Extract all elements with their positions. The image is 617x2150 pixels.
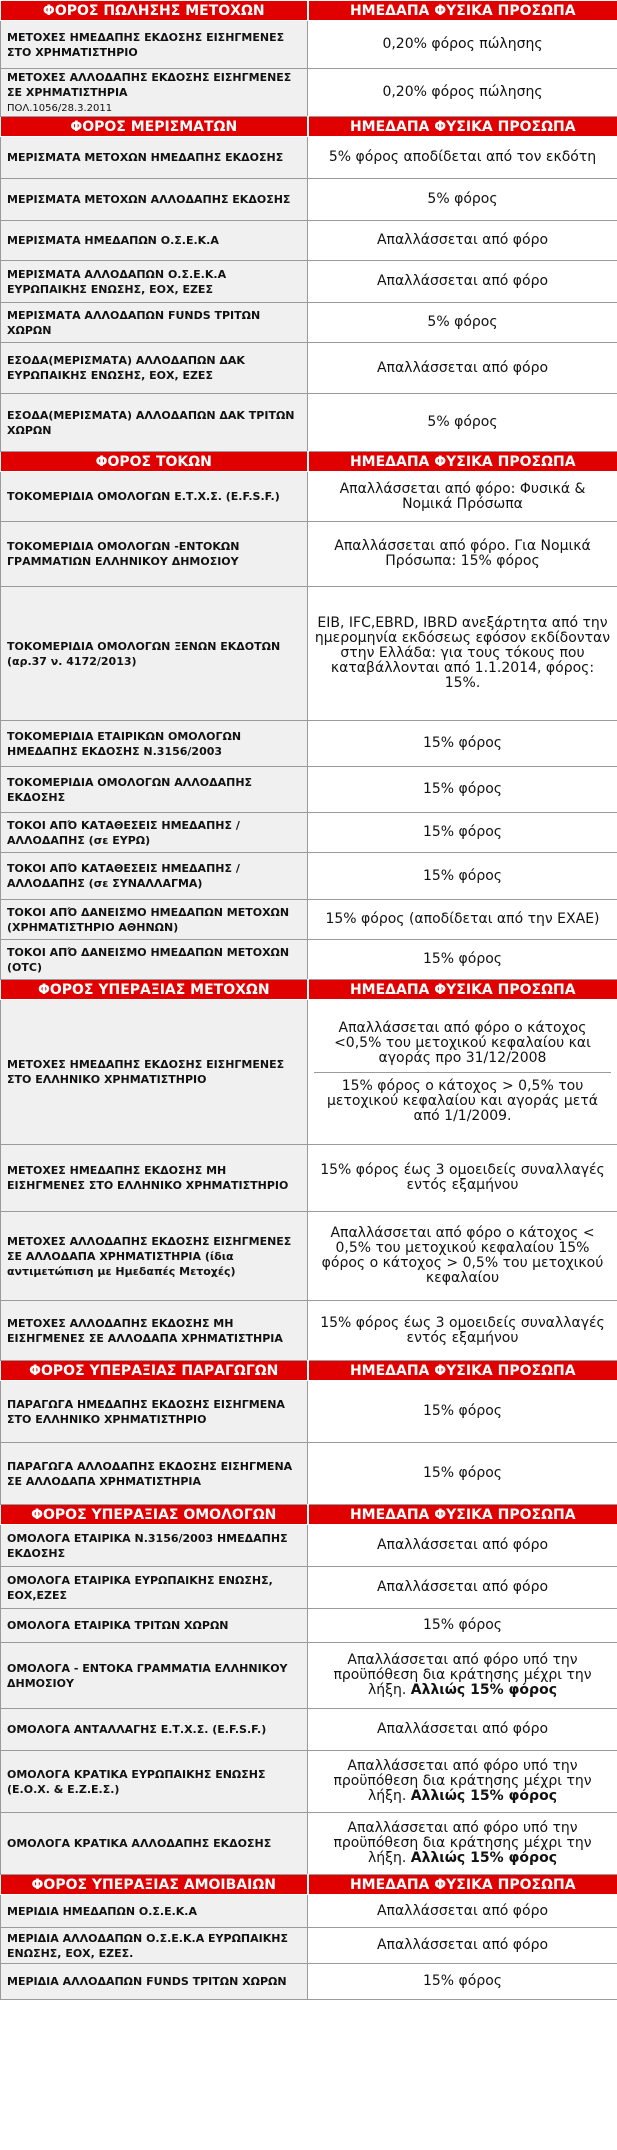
table-row <box>1 1443 617 1505</box>
row-label-text: ΟΜΟΛΟΓΑ ΕΤΑΙΡΙΚΑ ΤΡΙΤΩΝ ΧΩΡΩΝ <box>7 1619 229 1632</box>
table-row <box>1 472 617 522</box>
row-label <box>1 1301 308 1361</box>
row-value-text: 15% φόρος (αποδίδεται από την ΕΧΑΕ) <box>325 911 600 927</box>
table-row <box>1 1709 617 1751</box>
table-row <box>1 1567 617 1609</box>
row-label-text: ΤΟΚΟΙ ΑΠΌ ΚΑΤΑΘΕΣΕΙΣ ΗΜΕΔΑΠΗΣ / ΑΛΛΟΔΑΠΗΣ (σε ΕΥΡΩ) <box>7 818 240 847</box>
section-column-header: ΗΜΕΔΑΠΑ ΦΥΣΙΚΑ ΠΡΟΣΩΠΑ <box>308 1 617 21</box>
tax-table-body <box>1 1 617 2000</box>
row-value <box>308 1643 617 1709</box>
section-column-header: ΗΜΕΔΑΠΑ ΦΥΣΙΚΑ ΠΡΟΣΩΠΑ <box>308 980 617 1000</box>
row-value-text: 15% φόρος <box>422 867 503 884</box>
row-label-text: ΜΕΡΙΣΜΑΤΑ ΜΕΤΟΧΩΝ ΗΜΕΔΑΠΗΣ ΕΚΔΟΣΗΣ <box>7 151 284 164</box>
table-row <box>1 261 617 303</box>
row-value-text: 15% φόρος <box>422 824 503 840</box>
section-column-header: ΗΜΕΔΑΠΑ ΦΥΣΙΚΑ ΠΡΟΣΩΠΑ <box>308 1361 617 1381</box>
row-label <box>1 69 308 117</box>
row-value-text: Απαλλάσσεται από φόρο <box>376 1902 549 1919</box>
row-label <box>1 813 308 853</box>
table-row <box>1 587 617 721</box>
section-column-header: ΗΜΕΔΑΠΑ ΦΥΣΙΚΑ ΠΡΟΣΩΠΑ <box>308 117 617 137</box>
row-value <box>308 1301 617 1361</box>
row-value <box>308 900 617 940</box>
row-value-emphasis: Αλλιώς 15% φόρος <box>410 1788 557 1804</box>
table-row <box>1 721 617 767</box>
row-label-text: ΜΕΡΙΔΙΑ ΗΜΕΔΑΠΩΝ Ο.Σ.Ε.Κ.Α <box>7 1904 197 1918</box>
row-label-text: ΤΟΚΟΜΕΡΙΔΙΑ ΕΤΑΙΡΙΚΩΝ ΟΜΟΛΟΓΩΝ ΗΜΕΔΑΠΗΣ ΕΚΔΟΣΗΣ Ν.3156/2003 <box>7 729 242 758</box>
row-label <box>1 1443 308 1505</box>
row-label-text: ΟΜΟΛΟΓΑ ΕΤΑΙΡΙΚΑ ΕΥΡΩΠΑΙΚΗΣ ΕΝΩΣΗΣ, ΕΟΧ,ΕΖΕΣ <box>7 1573 273 1602</box>
table-row <box>1 900 617 940</box>
row-value-text: 15% φόρος <box>422 1617 503 1633</box>
row-label-text: ΟΜΟΛΟΓΑ - ΕΝΤΟΚΑ ΓΡΑΜΜΑΤΙΑ ΕΛΛΗΝΙΚΟΥ ΔΗΜΟΣΙΟΥ <box>7 1661 288 1690</box>
section-title: ΦΟΡΟΣ ΥΠΕΡΑΞΙΑΣ ΟΜΟΛΟΓΩΝ <box>1 1505 308 1525</box>
table-row <box>1 179 617 221</box>
table-row <box>1 813 617 853</box>
table-row <box>1 1928 617 1964</box>
row-value <box>308 767 617 813</box>
table-row <box>1 1525 617 1567</box>
row-label-text: ΜΕΤΟΧΕΣ ΑΛΛΟΔΑΠΗΣ ΕΚΔΟΣΗΣ ΕΙΣΗΓΜΕΝΕΣ ΣΕ ΧΡΗΜΑΤΙΣΤΗΡΙΑ <box>7 70 292 99</box>
row-label <box>1 261 308 303</box>
row-value <box>308 472 617 522</box>
row-value-text: 5% φόρος <box>427 314 498 330</box>
row-label <box>1 1928 308 1964</box>
section-title: ΦΟΡΟΣ ΠΩΛΗΣΗΣ ΜΕΤΟΧΩΝ <box>1 1 308 21</box>
row-value-text: Απαλλάσσεται από φόρο <box>376 1721 549 1737</box>
section-title: ΦΟΡΟΣ ΤΟΚΩΝ <box>1 452 308 472</box>
row-label-text: ΤΟΚΟΜΕΡΙΔΙΑ ΟΜΟΛΟΓΩΝ -ΕΝΤΟΚΩΝ ΓΡΑΜΜΑΤΙΩΝ ΕΛΛΗΝΙΚΟΥ ΔΗΜΟΣΙΟΥ <box>7 540 240 568</box>
section-column-header: ΗΜΕΔΑΠΑ ΦΥΣΙΚΑ ΠΡΟΣΩΠΑ <box>308 1875 617 1895</box>
row-label-text: ΠΑΡΑΓΩΓΑ ΗΜΕΔΑΠΗΣ ΕΚΔΟΣΗΣ ΕΙΣΗΓΜΕΝΑ ΣΤΟ ΕΛΛΗΝΙΚΟ ΧΡΗΜΑΤΙΣΤΗΡΙΟ <box>7 1397 285 1426</box>
table-row <box>1 1381 617 1443</box>
row-value <box>308 1928 617 1964</box>
table-row <box>1 303 617 343</box>
row-label-text: ΜΕΡΙΣΜΑΤΑ ΗΜΕΔΑΠΩΝ Ο.Σ.Ε.Κ.Α <box>7 234 219 247</box>
row-value-text: 5% φόρος <box>427 414 498 430</box>
row-label <box>1 1813 308 1875</box>
row-value <box>308 69 617 117</box>
row-value-text: Απαλλάσσεται από φόρο. Για Νομικά Πρόσωπα: 15% φόρος <box>334 538 591 569</box>
row-value-text: 15% φόρος έως 3 ομοειδείς συναλλαγές εντός εξαμήνου <box>320 1162 605 1193</box>
row-label <box>1 721 308 767</box>
row-value <box>308 1525 617 1567</box>
table-row <box>1 853 617 900</box>
row-value <box>308 587 617 721</box>
row-value-text: 15% φόρος <box>422 781 503 797</box>
row-value-text: Απαλλάσσεται από φόρο υπό την προϋπόθεση δια κράτησης μέχρι την λήξη. <box>333 1758 592 1804</box>
row-label-text: ΕΣΟΔΑ(ΜΕΡΙΣΜΑΤΑ) ΑΛΛΟΔΑΠΩΝ ΔΑΚ ΕΥΡΩΠΑΙΚΗΣ ΕΝΩΣΗΣ, ΕΟΧ, ΕΖΕΣ <box>7 354 245 382</box>
row-value <box>308 394 617 452</box>
row-value <box>308 940 617 980</box>
row-value <box>308 1709 617 1751</box>
row-value-emphasis: Αλλιώς 15% φόρος <box>410 1850 557 1866</box>
row-value <box>308 179 617 221</box>
row-value <box>308 522 617 587</box>
row-value-text: 15% φόρος έως 3 ομοειδείς συναλλαγές εντός εξαμήνου <box>320 1314 605 1346</box>
row-value-text: Απαλλάσσεται από φόρο <box>376 1537 549 1553</box>
row-value-text: Απαλλάσσεται από φόρο <box>376 1937 549 1953</box>
row-value-text: EIB, IFC,EBRD, IBRD ανεξάρτητα από την ημερομηνία εκδόσεως εφόσον εκδίδονταν στην Ελλάδα: για τους τόκους που καταβάλλονται από 1.1.2014, φόρος: 15%. <box>314 615 611 691</box>
row-value-text: Απαλλάσσεται από φόρο υπό την προϋπόθεση δια κράτησης μέχρι την λήξη. <box>333 1652 592 1698</box>
row-label-text: ΜΕΤΟΧΕΣ ΗΜΕΔΑΠΗΣ ΕΚΔΟΣΗΣ ΜΗ ΕΙΣΗΓΜΕΝΕΣ ΣΤΟ ΕΛΛΗΝΙΚΟ ΧΡΗΜΑΤΙΣΤΗΡΙΟ <box>7 1164 289 1192</box>
row-label-text: ΤΟΚΟΜΕΡΙΔΙΑ ΟΜΟΛΟΓΩΝ ΑΛΛΟΔΑΠΗΣ ΕΚΔΟΣΗΣ <box>7 775 253 804</box>
row-label-text: ΜΕΡΙΣΜΑΤΑ ΜΕΤΟΧΩΝ ΑΛΛΟΔΑΠΗΣ ΕΚΔΟΣΗΣ <box>7 193 291 206</box>
row-label <box>1 21 308 69</box>
row-label <box>1 221 308 261</box>
row-label-text: ΟΜΟΛΟΓΑ ΚΡΑΤΙΚΑ ΕΥΡΩΠΑΙΚΗΣ ΕΝΩΣΗΣ (Ε.Ο.Χ. & Ε.Ζ.Ε.Σ.) <box>7 1767 266 1796</box>
row-value <box>308 1145 617 1212</box>
row-value-secondary: 15% φόρος ο κάτοχος > 0,5% του μετοχικού κεφαλαίου και αγοράς μετά από 1/1/2009. <box>327 1077 598 1124</box>
table-row <box>1 1895 617 1928</box>
row-label <box>1 303 308 343</box>
row-value-text: 15% φόρος <box>422 1403 503 1419</box>
row-value-text: 5% φόρος <box>427 191 498 207</box>
table-row <box>1 1145 617 1212</box>
row-label <box>1 394 308 452</box>
row-value-text: 0,20% φόρος πώλησης <box>382 36 543 52</box>
row-value <box>308 1813 617 1875</box>
row-label-text: ΜΕΤΟΧΕΣ ΗΜΕΔΑΠΗΣ ΕΚΔΟΣΗΣ ΕΙΣΗΓΜΕΝΕΣ ΣΤΟ ΧΡΗΜΑΤΙΣΤΗΡΙΟ <box>7 30 285 59</box>
row-label-text: ΤΟΚΟΙ ΑΠΌ ΔΑΝΕΙΣΜΟ ΗΜΕΔΑΠΩΝ ΜΕΤΟΧΩΝ (ΧΡΗΜΑΤΙΣΤΗΡΙΟ ΑΘΗΝΩΝ) <box>7 905 290 934</box>
row-label <box>1 1212 308 1301</box>
section-header <box>1 452 617 472</box>
table-row <box>1 343 617 394</box>
table-row <box>1 1643 617 1709</box>
table-row <box>1 1000 617 1145</box>
row-label <box>1 1145 308 1212</box>
row-value <box>308 1443 617 1505</box>
table-row <box>1 522 617 587</box>
table-row <box>1 21 617 69</box>
row-value <box>308 1609 617 1643</box>
table-row <box>1 767 617 813</box>
row-label-text: ΟΜΟΛΟΓΑ ΚΡΑΤΙΚΑ ΑΛΛΟΔΑΠΗΣ ΕΚΔΟΣΗΣ <box>7 1837 272 1850</box>
section-header <box>1 1 617 21</box>
row-value-text: Απαλλάσσεται από φόρο: Φυσικά & Νομικά Πρόσωπα <box>339 480 586 512</box>
section-header <box>1 1505 617 1525</box>
row-value <box>308 343 617 394</box>
row-value <box>308 721 617 767</box>
table-row <box>1 1212 617 1301</box>
row-value <box>308 1381 617 1443</box>
section-header <box>1 1361 617 1381</box>
row-label <box>1 343 308 394</box>
table-row <box>1 221 617 261</box>
row-label-text: ΜΕΡΙΔΙΑ ΑΛΛΟΔΑΠΩΝ Ο.Σ.Ε.Κ.Α ΕΥΡΩΠΑΙΚΗΣ ΕΝΩΣΗΣ, ΕΟΧ, ΕΖΕΣ. <box>7 1931 288 1960</box>
row-label <box>1 1709 308 1751</box>
row-value-text: Απαλλάσσεται από φόρο <box>376 273 549 289</box>
row-label <box>1 1567 308 1609</box>
row-value <box>308 261 617 303</box>
row-label-text: ΟΜΟΛΟΓΑ ΕΤΑΙΡΙΚΑ Ν.3156/2003 ΗΜΕΔΑΠΗΣ ΕΚΔΟΣΗΣ <box>7 1531 288 1560</box>
row-value-text: 5% φόρος αποδίδεται από τον εκδότη <box>328 149 597 165</box>
row-label-text: ΤΟΚΟΜΕΡΙΔΙΑ ΟΜΟΛΟΓΩΝ ΞΕΝΩΝ ΕΚΔΟΤΩΝ (αρ.37 ν. 4172/2013) <box>7 639 281 668</box>
row-value-text: 0,20% φόρος πώλησης <box>382 84 543 100</box>
section-title: ΦΟΡΟΣ ΜΕΡΙΣΜΑΤΩΝ <box>1 117 308 137</box>
row-value <box>308 1212 617 1301</box>
row-label-text: ΕΣΟΔΑ(ΜΕΡΙΣΜΑΤΑ) ΑΛΛΟΔΑΠΩΝ ΔΑΚ ΤΡΙΤΩΝ ΧΩΡΩΝ <box>7 408 295 437</box>
row-value-text: Απαλλάσσεται από φόρο <box>376 1579 549 1595</box>
row-label-text: ΜΕΤΟΧΕΣ ΑΛΛΟΔΑΠΗΣ ΕΚΔΟΣΗΣ ΕΙΣΗΓΜΕΝΕΣ ΣΕ ΑΛΛΟΔΑΠΑ ΧΡΗΜΑΤΙΣΤΗΡΙΑ (ίδια αντιμετώπιση με Ημεδαπές Μετοχές) <box>7 1234 292 1278</box>
row-value-text: Απαλλάσσεται από φόρο <box>376 359 549 376</box>
table-row <box>1 1813 617 1875</box>
table-row <box>1 1751 617 1813</box>
table-row <box>1 1964 617 2000</box>
row-label <box>1 940 308 980</box>
row-value-text: 15% φόρος <box>422 1465 503 1481</box>
row-label <box>1 1895 308 1928</box>
row-label <box>1 1525 308 1567</box>
section-title: ΦΟΡΟΣ ΥΠΕΡΑΞΙΑΣ ΠΑΡΑΓΩΓΩΝ <box>1 1361 308 1381</box>
row-label-text: ΜΕΡΙΔΙΑ ΑΛΛΟΔΑΠΩΝ FUNDS ΤΡΙΤΩΝ ΧΩΡΩΝ <box>7 1975 287 1988</box>
row-value <box>308 1964 617 2000</box>
row-label <box>1 1609 308 1643</box>
table-row <box>1 69 617 117</box>
section-title: ΦΟΡΟΣ ΥΠΕΡΑΞΙΑΣ ΜΕΤΟΧΩΝ <box>1 980 308 1000</box>
row-label <box>1 179 308 221</box>
table-row <box>1 1301 617 1361</box>
table-row <box>1 394 617 452</box>
row-label-text: ΠΑΡΑΓΩΓΑ ΑΛΛΟΔΑΠΗΣ ΕΚΔΟΣΗΣ ΕΙΣΗΓΜΕΝΑ ΣΕ ΑΛΛΟΔΑΠΑ ΧΡΗΜΑΤΙΣΤΗΡΙΑ <box>7 1459 293 1488</box>
row-value <box>308 137 617 179</box>
row-label <box>1 1964 308 2000</box>
section-header <box>1 117 617 137</box>
row-label-text: ΟΜΟΛΟΓΑ ΑΝΤΑΛΛΑΓΗΣ Ε.Τ.Χ.Σ. (E.F.S.F.) <box>7 1723 267 1736</box>
row-value <box>308 21 617 69</box>
row-label <box>1 900 308 940</box>
row-label-text: ΤΟΚΟΜΕΡΙΔΙΑ ΟΜΟΛΟΓΩΝ Ε.Τ.Χ.Σ. (E.F.S.F.) <box>7 490 280 503</box>
row-label <box>1 1751 308 1813</box>
row-label <box>1 137 308 179</box>
table-row <box>1 940 617 980</box>
row-label-text: ΜΕΤΟΧΕΣ ΑΛΛΟΔΑΠΗΣ ΕΚΔΟΣΗΣ ΜΗ ΕΙΣΗΓΜΕΝΕΣ ΣΕ ΑΛΛΟΔΑΠΑ ΧΡΗΜΑΤΙΣΤΗΡΙΑ <box>7 1316 283 1345</box>
row-label-text: ΤΟΚΟΙ ΑΠΌ ΚΑΤΑΘΕΣΕΙΣ ΗΜΕΔΑΠΗΣ / ΑΛΛΟΔΑΠΗΣ (σε ΣΥΝΑΛΛΑΓΜΑ) <box>7 862 240 890</box>
row-value <box>308 221 617 261</box>
table-row <box>1 1609 617 1643</box>
row-value-text: 15% φόρος <box>422 735 503 751</box>
section-title: ΦΟΡΟΣ ΥΠΕΡΑΞΙΑΣ ΑΜΟΙΒΑΙΩΝ <box>1 1875 308 1895</box>
row-value <box>308 1895 617 1928</box>
row-label <box>1 1000 308 1145</box>
row-value <box>308 1751 617 1813</box>
row-label <box>1 1381 308 1443</box>
row-label-text: ΜΕΡΙΣΜΑΤΑ ΑΛΛΟΔΑΠΩΝ Ο.Σ.Ε.Κ.Α ΕΥΡΩΠΑΙΚΗΣ ΕΝΩΣΗΣ, ΕΟΧ, ΕΖΕΣ <box>7 267 227 296</box>
section-header <box>1 980 617 1000</box>
row-value <box>308 303 617 343</box>
row-value <box>308 813 617 853</box>
row-label <box>1 472 308 522</box>
row-label-text: ΜΕΡΙΣΜΑΤΑ ΑΛΛΟΔΑΠΩΝ FUNDS ΤΡΙΤΩΝ ΧΩΡΩΝ <box>7 308 261 337</box>
row-label <box>1 853 308 900</box>
row-value-text: Απαλλάσσεται από φόρο <box>376 232 549 248</box>
row-value <box>308 1567 617 1609</box>
row-label <box>1 587 308 721</box>
section-column-header: ΗΜΕΔΑΠΑ ΦΥΣΙΚΑ ΠΡΟΣΩΠΑ <box>308 1505 617 1525</box>
row-value-text: Απαλλάσσεται από φόρο υπό την προϋπόθεση δια κράτησης μέχρι την λήξη. <box>333 1820 592 1866</box>
row-label <box>1 522 308 587</box>
row-label-text: ΜΕΤΟΧΕΣ ΗΜΕΔΑΠΗΣ ΕΚΔΟΣΗΣ ΕΙΣΗΓΜΕΝΕΣ ΣΤΟ ΕΛΛΗΝΙΚΟ ΧΡΗΜΑΤΙΣΤΗΡΙΟ <box>7 1058 285 1086</box>
row-label <box>1 767 308 813</box>
section-column-header: ΗΜΕΔΑΠΑ ΦΥΣΙΚΑ ΠΡΟΣΩΠΑ <box>308 452 617 472</box>
table-row <box>1 137 617 179</box>
row-value-emphasis: Αλλιώς 15% φόρος <box>410 1682 557 1698</box>
row-value-primary: Απαλλάσσεται από φόρο ο κάτοχος <0,5% του μετοχικού κεφαλαίου και αγοράς προ 31/12/2008 <box>314 1017 611 1073</box>
row-value-text: Απαλλάσσεται από φόρο ο κάτοχος < 0,5% του μετοχικού κεφαλαίου 15% φόρος ο κάτοχος > 0,5% του μετοχικού κεφαλαίου <box>321 1225 604 1286</box>
row-value-text: 15% φόρος <box>422 1973 503 1989</box>
row-sublabel: ΠΟΛ.1056/28.3.2011 <box>7 102 113 114</box>
row-label-text: ΤΟΚΟΙ ΑΠΌ ΔΑΝΕΙΣΜΟ ΗΜΕΔΑΠΩΝ ΜΕΤΟΧΩΝ (OTC) <box>7 945 290 974</box>
row-value <box>308 853 617 900</box>
section-header <box>1 1875 617 1895</box>
row-label <box>1 1643 308 1709</box>
row-value-text: 15% φόρος <box>422 951 503 967</box>
row-value <box>308 1000 617 1145</box>
